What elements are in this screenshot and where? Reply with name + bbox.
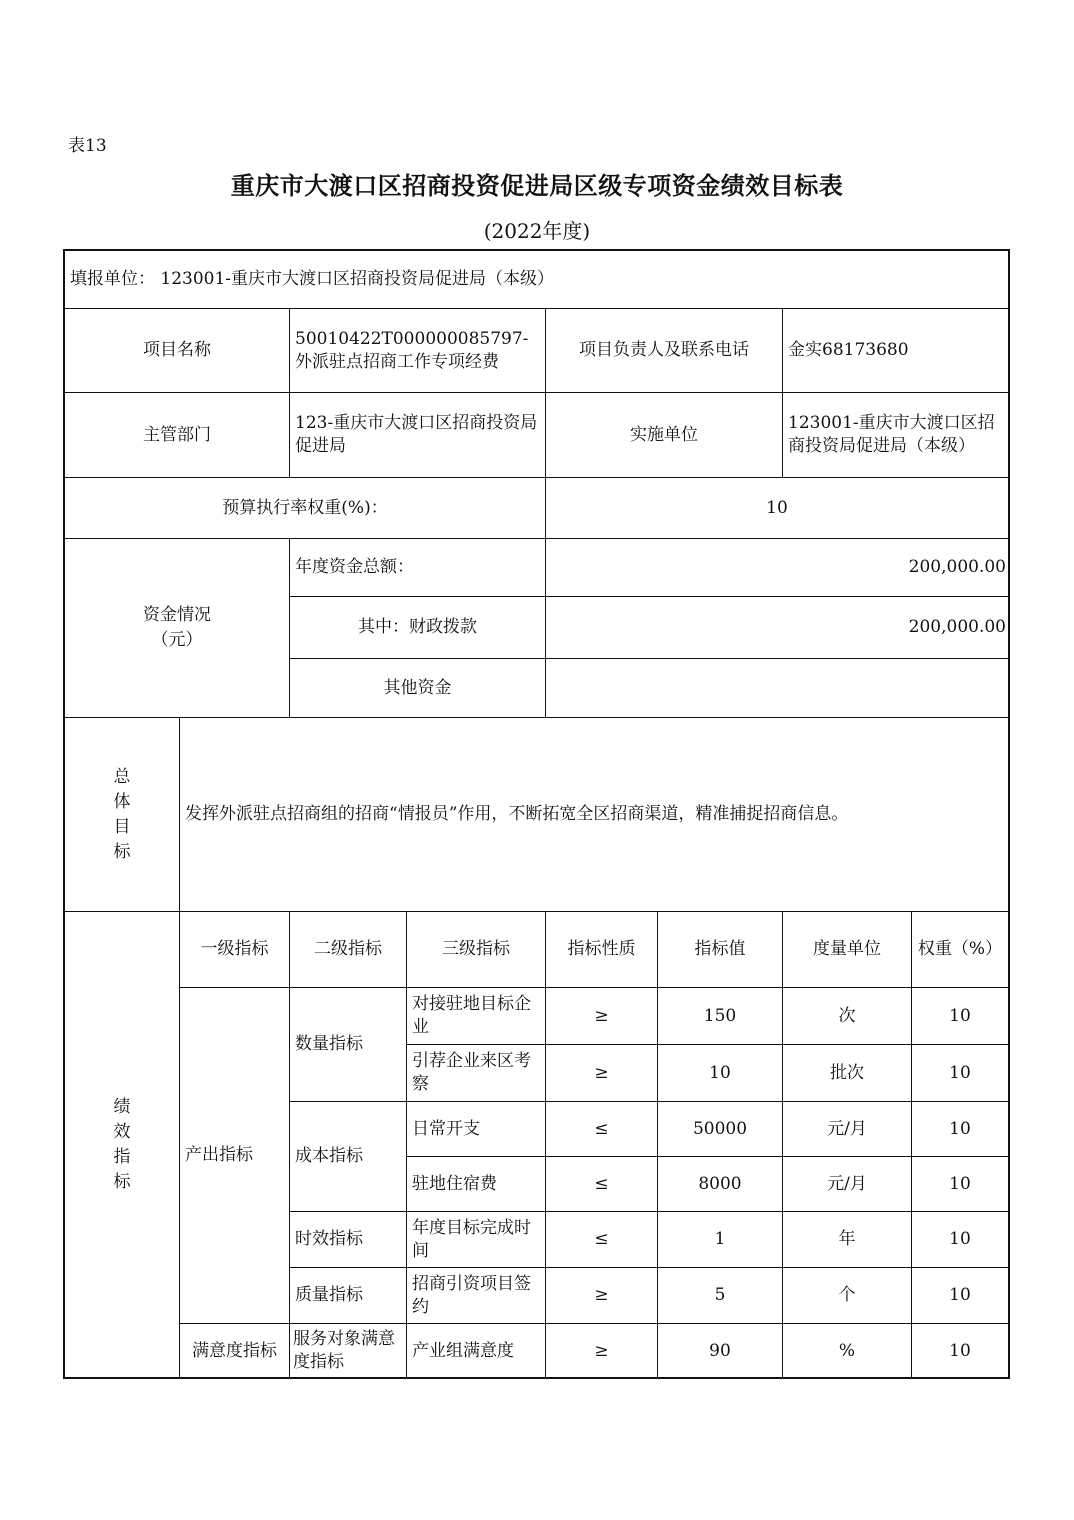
header-level1: 一级指标 [179, 911, 290, 988]
indicator-unit: 次 [782, 987, 912, 1045]
indicator-weight: 10 [911, 1156, 1009, 1212]
level1-satisfaction: 满意度指标 [179, 1323, 290, 1379]
funds-label-line1: 资金情况 [143, 605, 211, 625]
document-year: (2022年度) [483, 219, 591, 243]
contact-value: 金实68173680 [782, 308, 1009, 393]
indicator-unit: 元/月 [782, 1101, 912, 1157]
budget-weight-label: 预算执行率权重(%)： [64, 477, 546, 539]
indicator-name: 驻地住宿费 [406, 1156, 546, 1212]
indicator-weight: 10 [911, 1211, 1009, 1268]
level2-service-satisfaction: 服务对象满意度指标 [289, 1323, 407, 1379]
indicator-unit: 年 [782, 1211, 912, 1268]
indicator-name: 对接驻地目标企业 [406, 987, 546, 1045]
contact-label: 项目负责人及联系电话 [545, 308, 783, 393]
level2-time: 时效指标 [289, 1211, 407, 1268]
filler-unit: 填报单位： 123001-重庆市大渡口区招商投资局促进局（本级） [64, 250, 1009, 309]
impl-value: 123001-重庆市大渡口区招商投资局促进局（本级） [782, 392, 1009, 478]
header-nature: 指标性质 [545, 911, 658, 988]
indicator-operator: ≥ [545, 987, 658, 1045]
indicator-name: 日常开支 [406, 1101, 546, 1157]
indicators-label-char: 指 [113, 1147, 131, 1167]
indicators-label-char: 标 [113, 1172, 131, 1192]
indicator-unit: 元/月 [782, 1156, 912, 1212]
impl-label: 实施单位 [545, 392, 783, 478]
goal-label-char: 体 [113, 791, 131, 812]
funds-label-line2: （元） [151, 630, 203, 650]
indicator-name: 产业组满意度 [406, 1323, 546, 1379]
budget-weight-value: 10 [545, 477, 1009, 539]
level2-quantity: 数量指标 [289, 987, 407, 1102]
indicator-name: 年度目标完成时间 [406, 1211, 546, 1268]
indicator-value: 50000 [657, 1101, 783, 1157]
header-unit: 度量单位 [782, 911, 912, 988]
goal-label-char: 总 [113, 766, 131, 787]
total-funds-value: 200,000.00 [545, 538, 1009, 597]
goal-label-char: 标 [113, 841, 131, 862]
other-funds-value [545, 658, 1009, 718]
level1-output: 产出指标 [179, 987, 290, 1324]
indicators-label [64, 911, 180, 1379]
goal-label-char: 目 [113, 816, 131, 837]
goal-label [64, 717, 180, 912]
header-level2: 二级指标 [289, 911, 407, 988]
indicator-unit: 批次 [782, 1044, 912, 1102]
indicator-operator: ≤ [545, 1156, 658, 1212]
goal-text: 发挥外派驻点招商组的招商“情报员”作用，不断拓宽全区招商渠道，精准捕捉招商信息。 [179, 717, 1009, 912]
indicator-operator: ≥ [545, 1044, 658, 1102]
project-name-label: 项目名称 [64, 308, 290, 393]
other-funds-label: 其他资金 [289, 658, 546, 718]
indicator-value: 5 [657, 1267, 783, 1324]
indicator-unit: 个 [782, 1267, 912, 1324]
indicators-label-char: 绩 [113, 1097, 131, 1117]
fiscal-funds-label: 其中：财政拨款 [289, 596, 546, 659]
level2-cost: 成本指标 [289, 1101, 407, 1212]
indicator-weight: 10 [911, 1267, 1009, 1324]
indicator-value: 10 [657, 1044, 783, 1102]
level2-quality: 质量指标 [289, 1267, 407, 1324]
indicators-label-char: 效 [113, 1122, 131, 1142]
indicator-value: 1 [657, 1211, 783, 1268]
indicator-weight: 10 [911, 1323, 1009, 1379]
header-level3: 三级指标 [406, 911, 546, 988]
indicator-unit: % [782, 1323, 912, 1379]
indicator-weight: 10 [911, 1101, 1009, 1157]
funds-label [64, 538, 290, 718]
indicator-name: 引荐企业来区考察 [406, 1044, 546, 1102]
indicator-operator: ≥ [545, 1323, 658, 1379]
indicator-value: 8000 [657, 1156, 783, 1212]
table-number: 表13 [68, 136, 107, 156]
fiscal-funds-value: 200,000.00 [545, 596, 1009, 659]
indicator-value: 150 [657, 987, 783, 1045]
indicator-operator: ≤ [545, 1211, 658, 1268]
header-value: 指标值 [657, 911, 783, 988]
indicator-weight: 10 [911, 1044, 1009, 1102]
dept-value: 123-重庆市大渡口区招商投资局促进局 [289, 392, 546, 478]
dept-label: 主管部门 [64, 392, 290, 478]
total-funds-label: 年度资金总额： [289, 538, 546, 597]
indicator-name: 招商引资项目签约 [406, 1267, 546, 1324]
header-weight: 权重（%） [911, 911, 1009, 988]
indicator-operator: ≤ [545, 1101, 658, 1157]
indicator-operator: ≥ [545, 1267, 658, 1324]
document-title: 重庆市大渡口区招商投资促进局区级专项资金绩效目标表 [230, 171, 844, 200]
project-name-value: 50010422T000000085797-外派驻点招商工作专项经费 [289, 308, 546, 393]
indicator-weight: 10 [911, 987, 1009, 1045]
indicator-value: 90 [657, 1323, 783, 1379]
